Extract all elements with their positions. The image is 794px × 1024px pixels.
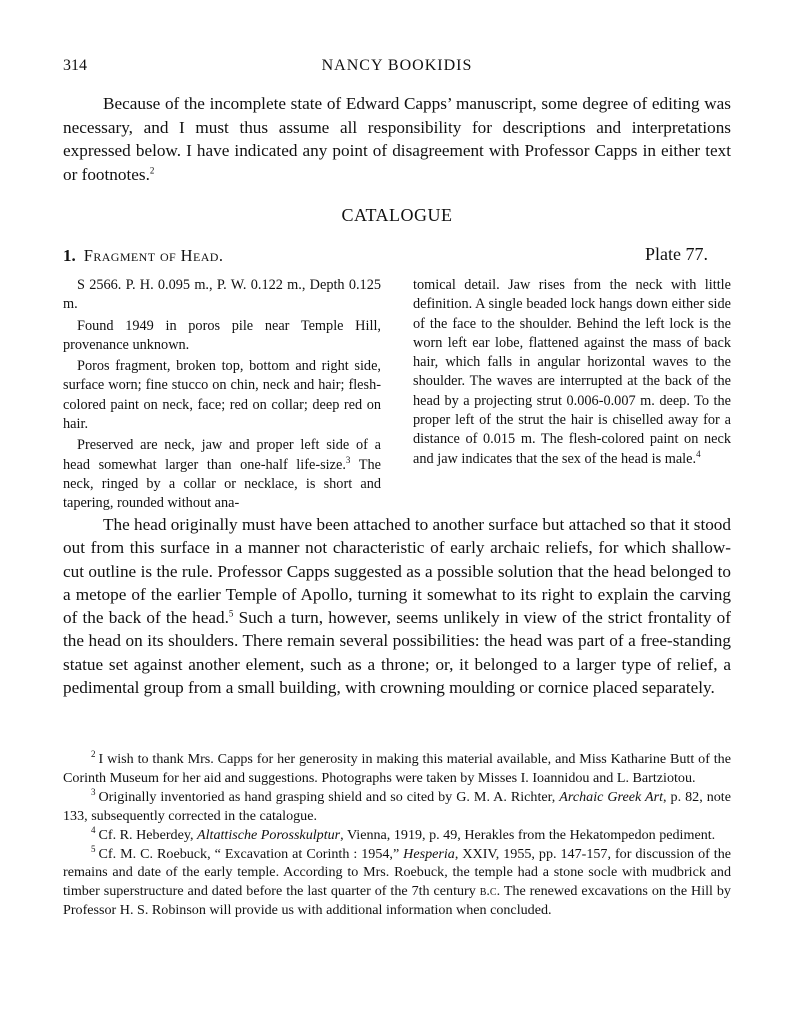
description-start bbox=[63, 436, 381, 513]
running-title: NANCY BOOKIDIS bbox=[321, 57, 473, 74]
footnote-ref-3: 3 bbox=[345, 454, 351, 465]
inventory-line: S 2566. P. H. 0.095 m., P. W. 0.122 m., Depth 0.125 m. bbox=[63, 277, 381, 313]
footnote-3 bbox=[63, 788, 731, 826]
footnote-italic-title: Altattische Porosskulptur bbox=[197, 826, 341, 843]
entry-number: 1. bbox=[63, 246, 76, 265]
intro-text: Because of the incomplete state of Edward Capps’ manuscript, some degree of editing was necessary, and I must thus assume all responsibility for descriptions and interpretations expressed below. I have indicated any point of disagreement with Professor Capps in either text or footnotes. bbox=[63, 94, 731, 184]
footnote-text: , Vienna, 1919, p. 49, Herakles from the Hekatompedon pediment. bbox=[340, 826, 716, 843]
era-abbreviation: b.c. bbox=[479, 883, 501, 900]
discussion-text-a: The head originally must have been attached to another surface but attached so that it stood out from this surface in a manner not characteristic of early archaic reliefs, for which shallow-cut outline is the rule. Professor Capps suggested as a possible solution that the head belonged to a metope of the earlier Temple of Apollo, turning it somewhat to its right to explain the carving of the back of the head. bbox=[63, 515, 731, 628]
footnote-mark: 3 bbox=[91, 787, 96, 798]
description-continued-text: tomical detail. Jaw rises from the neck with little definition. A single beaded lock hangs down either side of the face to the shoulder. Behind the left lock is the worn left ear lobe, flattened against the mass of back hair, which falls in angular horizontal waves to the shoulder. The waves are interrupted at the back of the head by a projecting strut 0.006-0.007 m. deep. To the proper left of the strut the hair is chiselled away for a distance of 0.015 m. The flesh-colored paint on neck and jaw indicates that the sex of the head is male. bbox=[413, 277, 731, 467]
page-header bbox=[63, 57, 731, 79]
footnote-ref-2: 2 bbox=[149, 164, 155, 175]
footnote-text: , p. 82, note 133, subsequently corrected in the catalogue. bbox=[63, 788, 731, 824]
entry-title bbox=[63, 246, 223, 266]
material-line: Poros fragment, broken top, bottom and right side, surface worn; fine stucco on chin, neck and hair; flesh-colored paint on neck, face; red on collar; deep red on hair. bbox=[63, 358, 381, 433]
footnote-text: Cf. R. Heberdey, bbox=[98, 826, 197, 843]
footnote-4 bbox=[63, 826, 731, 845]
footnotes bbox=[63, 750, 731, 920]
footnote-mark: 2 bbox=[91, 749, 96, 760]
footnote-text: Originally inventoried as hand grasping shield and so cited by G. M. A. Richter, bbox=[98, 788, 560, 805]
intro-paragraph bbox=[63, 92, 731, 186]
discussion-paragraph bbox=[63, 513, 731, 699]
plate-reference: Plate 77. bbox=[645, 244, 708, 264]
description-text-a: Preserved are neck, jaw and proper left side of a head somewhat larger than one-half life-size. bbox=[63, 437, 381, 473]
page-number: 314 bbox=[63, 57, 87, 74]
footnote-ref-4: 4 bbox=[696, 448, 701, 459]
footnote-italic-title: Archaic Greek Art bbox=[559, 788, 664, 805]
footnote-text: Cf. M. C. Roebuck, “ Excavation at Corinth : 1954,” bbox=[98, 845, 404, 862]
footnote-2 bbox=[63, 750, 731, 788]
footnote-text: The renewed excavations on the Hill by Professor H. S. Robinson will provide us with additional information when concluded. bbox=[63, 883, 731, 919]
footnote-text: I wish to thank Mrs. Capps for her generosity in making this material available, and Miss Katharine Butt of the Corinth Museum for her aid and suggestions. Photographs were taken by Misses I. Ioannidou and L. Bartziotou. bbox=[63, 751, 731, 786]
catalogue-heading: CATALOGUE bbox=[341, 205, 453, 225]
footnote-mark: 5 bbox=[91, 843, 96, 854]
footnote-ref-5: 5 bbox=[228, 608, 234, 619]
footnote-italic-title: Hesperia bbox=[403, 845, 455, 862]
findspot-line: Found 1949 in poros pile near Temple Hill, provenance unknown. bbox=[63, 317, 381, 353]
left-column bbox=[63, 276, 381, 514]
footnote-mark: 4 bbox=[91, 824, 96, 835]
description-text-b: The neck, ringed by a collar or necklace, is short and tapering, rounded without ana- bbox=[63, 456, 381, 512]
right-column bbox=[413, 276, 731, 469]
discussion-text-b: Such a turn, however, seems unlikely in view of the strict frontality of the head on its shoulders. There remain several possibilities: the head was part of a free-standing statue set against another element, such as a throne; or, it belonged to a larger type of relief, a pedimental group from a small building, with crowning moulding or cornice placed separately. bbox=[63, 608, 731, 698]
footnote-5 bbox=[63, 845, 731, 921]
footnote-text: , XXIV, 1955, pp. 147-157, for discussion of the remains and date of the early temple. According to Mrs. Roebuck, the temple had a stone socle with mudbrick and timber superstructure and dated before the last quarter of the 7th century bbox=[63, 845, 731, 900]
description-continued bbox=[413, 276, 731, 469]
entry-name: Fragment of Head. bbox=[83, 246, 224, 265]
